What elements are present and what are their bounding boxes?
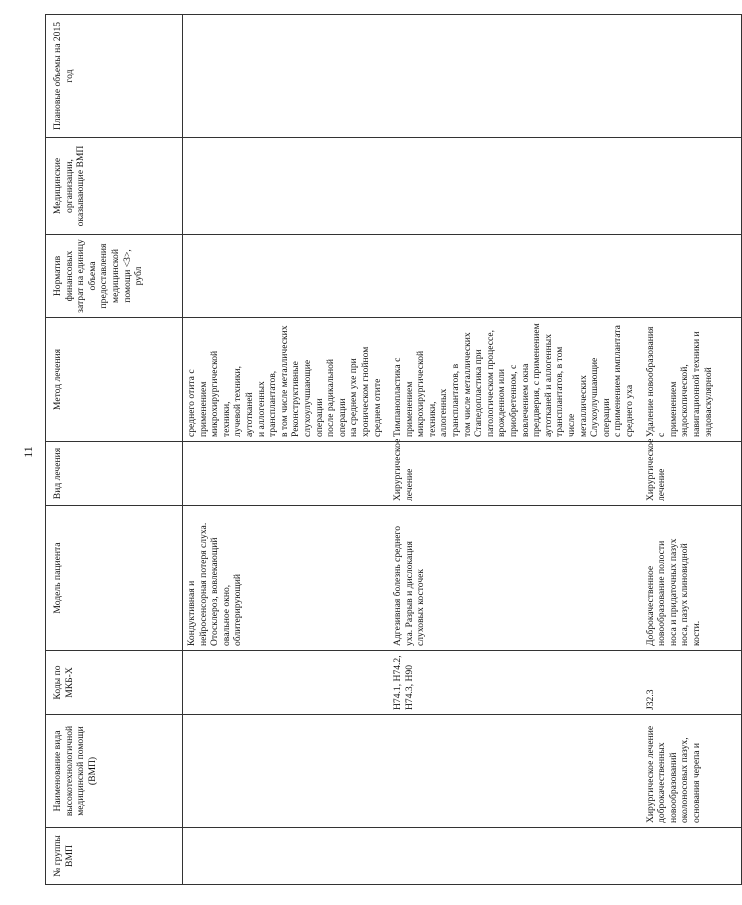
cell-treatment-method: Тимпанопластика с применением микрохирургической техники, аллогенных трансплантатов, в том числе металлических Стапедопластика при патологическом процессе, врожденном или приобретенном, с вовлечением окна преддверия, с применением аутотканей и аллогенных трансплантатов, в том числе металлических Слухоулучшающие операции с применением имплантата среднего уха — [389, 318, 641, 442]
cell-icd-codes — [183, 651, 390, 715]
header-vmp-name: Наименование вида высокотехнологичной медицинской помощи (ВМП) — [46, 715, 183, 828]
cell-planned-volume — [183, 15, 390, 138]
cell-cost-norm — [389, 235, 641, 318]
cell-organizations — [183, 138, 390, 235]
cell-treatment-method: Удаление новообразования с применением эндоскопической, навигационной техники и эндоваскулярной — [642, 318, 742, 442]
table-row — [642, 15, 742, 885]
header-group: № группы ВМП — [46, 828, 183, 885]
table-row — [389, 15, 641, 885]
page-number: 11 — [21, 446, 35, 458]
header-organizations: Медицинские организации, оказывающие ВМП — [46, 138, 183, 235]
cell-patient-model: Доброкачественное новообразование полости носа и придаточных пазух носа, пазух клиновидной кости. — [642, 506, 742, 651]
header-icd-codes: Коды по МКБ-X — [46, 651, 183, 715]
header-patient-model: Модель пациента — [46, 506, 183, 651]
cell-organizations — [389, 138, 641, 235]
rotated-table-sheet — [45, 15, 714, 885]
cell-treatment-type: Хирургическое лечение — [389, 442, 641, 506]
cell-organizations — [642, 138, 742, 235]
cell-icd-codes: J32.3 — [642, 651, 742, 715]
cell-group — [389, 828, 641, 885]
vmp-table — [45, 14, 742, 885]
cell-planned-volume — [642, 15, 742, 138]
header-treatment-method: Метод лечения — [46, 318, 183, 442]
cell-cost-norm — [642, 235, 742, 318]
cell-cost-norm — [183, 235, 390, 318]
header-cost-norm: Норматив финансовых затрат на единицу объема предоставления медицинской помощи <3>, рубл — [46, 235, 183, 318]
header-planned-volume: Плановые объемы на 2015 год — [46, 15, 183, 138]
header-treatment-type: Вид лечения — [46, 442, 183, 506]
cell-vmp-name — [389, 715, 641, 828]
cell-treatment-type: Хирургическое лечение — [642, 442, 742, 506]
cell-patient-model: Адгезивная болезнь среднего уха. Разрыв и дислокация слуховых косточек — [389, 506, 641, 651]
cell-group — [642, 828, 742, 885]
table-header-row — [46, 15, 183, 885]
cell-vmp-name: Хирургическое лечение доброкачественных новообразований околоносовых пазух, основания черепа и — [642, 715, 742, 828]
cell-treatment-method: среднего отита с применением микрохирургической техники, лучевой техники, аутотканей и аллогенных трансплантатов, в том числе металлических Реконструктивные слухоулучшающие операции после радикальной операции на среднем ухе при хроническом гнойном среднем отите — [183, 318, 390, 442]
table-row — [183, 15, 390, 885]
cell-patient-model: Кондуктивная и нейросенсорная потеря слуха. Отосклероз, вовлекающий овальное окно, облитерирующий — [183, 506, 390, 651]
cell-group — [183, 828, 390, 885]
cell-planned-volume — [389, 15, 641, 138]
cell-vmp-name — [183, 715, 390, 828]
cell-treatment-type — [183, 442, 390, 506]
cell-icd-codes: H74.1, H74.2, H74.3, H90 — [389, 651, 641, 715]
